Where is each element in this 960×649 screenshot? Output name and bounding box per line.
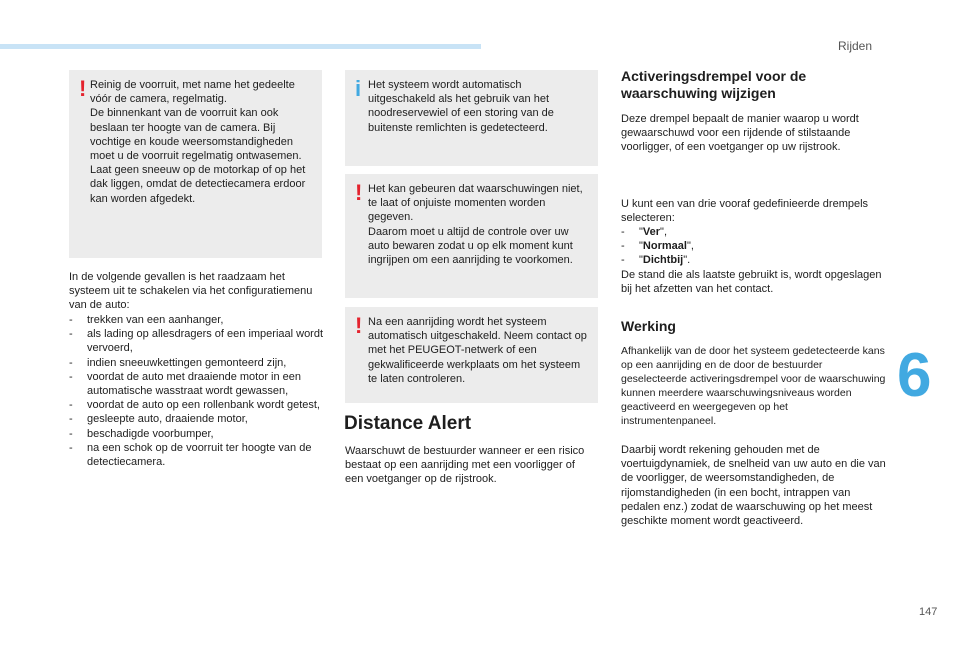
info-box-auto-off <box>345 70 598 166</box>
warning-icon: ! <box>355 313 363 338</box>
info-text: Het systeem wordt automatisch uitgeschakeld als het gebruik van het noodreservewiel of een storing van de buitenste remlichten is gedetecteerd. <box>368 79 554 134</box>
list-item: - voordat de auto met draaiende motor in een automatische wasstraat wordt gewassen, <box>69 370 302 398</box>
chapter-number: 6 <box>897 341 932 410</box>
werking-description: Afhankelijk van de door het systeem gedetecteerde kans op een aanrijding en de door de bestuurder geselecteerde activeringsdrempel voor de waarschuwing kunnen meerdere waarschuwingsniveaus worden geactiveerd en weergegeven op het instrumentenpaneel. <box>621 345 886 427</box>
deactivation-list <box>69 313 324 469</box>
threshold-selection-intro: U kunt een van drie vooraf gedefinieerde drempels selecteren: <box>621 198 869 225</box>
list-item: - "Normaal", <box>621 240 694 253</box>
warning-text: Na een aanrijding wordt het systeem automatisch uitgeschakeld. Neem contact op met het PEUGEOT-netwerk of een gekwalificeerde werkplaats om het systeem te laten controleren. <box>368 316 587 385</box>
deactivation-intro: In de volgende gevallen is het raadzaam het systeem uit te schakelen via het configuratiemenu van de auto: <box>69 271 313 312</box>
page-number: 147 <box>919 606 938 618</box>
list-item: - beschadigde voorbumper, <box>69 427 214 440</box>
warning-box-camera <box>69 70 322 258</box>
list-item: - als lading op allesdragers of een imperiaal wordt vervoerd, <box>69 328 324 355</box>
heading-threshold: Activeringsdrempel voor de waarschuwing wijzigen <box>621 68 807 101</box>
list-item: - gesleepte auto, draaiende motor, <box>69 413 248 426</box>
warning-text: Het kan gebeuren dat waarschuwingen niet, te laat of onjuiste momenten worden gegeven. Daarom moet u altijd de controle over uw auto bewaren zodat u op elk moment kunt ingrijpen om een aanrijding te voorkomen. <box>368 183 583 267</box>
list-item: - voordat de auto op een rollenbank wordt getest, <box>69 399 320 412</box>
list-item: - indien sneeuwkettingen gemonteerd zijn, <box>69 356 287 369</box>
distance-alert-description: Waarschuwt de bestuurder wanneer er een risico bestaat op een aanrijding met een voorligger of een voetganger op de rijstrook. <box>345 445 585 486</box>
heading-werking: Werking <box>621 318 676 334</box>
list-item: - "Ver", <box>621 226 668 238</box>
threshold-description: Deze drempel bepaalt de manier waarop u wordt gewaarschuwd voor een rijdende of stilstaande voorligger, of een voetganger op uw rijstrook. <box>621 113 859 154</box>
warning-icon: ! <box>79 76 87 101</box>
section-heading-distance-alert: Distance Alert <box>344 413 472 434</box>
list-item: - trekken van een aanhanger, <box>69 314 224 326</box>
threshold-saved-note: De stand die als laatste gebruikt is, wordt opgeslagen bij het afzetten van het contact. <box>621 269 882 296</box>
werking-details: Daarbij wordt rekening gehouden met de voertuigdynamiek, de snelheid van uw auto en die van de voorligger, de weersomstandigheden, de rijomstandigheden (in een bocht, intrappen van pedalen enz.) zodat de waarschuwing op het meest geschikte moment wordt geactiveerd. <box>621 444 886 528</box>
warning-text: Reinig de voorruit, met name het gedeelte vóór de camera, regelmatig. De binnenkant van de voorruit kan ook beslaan ter hoogte van de camera. Bij vochtige en koude weersomstandigheden moet u de voorruit regelmatig ontwasemen. Laat geen sneeuw op de motorkap of op het dak liggen, omdat de detectiecamera erdoor kan worden afgedekt. <box>90 79 306 205</box>
warning-icon: ! <box>355 180 363 205</box>
header-bar <box>0 44 481 49</box>
threshold-options <box>621 225 886 268</box>
info-icon: i <box>355 76 362 101</box>
list-item: - "Dichtbij". <box>621 254 691 267</box>
list-item: - na een schok op de voorruit ter hoogte van de detectiecamera. <box>69 441 312 469</box>
section-title: Rijden <box>838 39 873 53</box>
warning-box-timing <box>345 174 598 298</box>
warning-box-collision <box>345 307 598 403</box>
